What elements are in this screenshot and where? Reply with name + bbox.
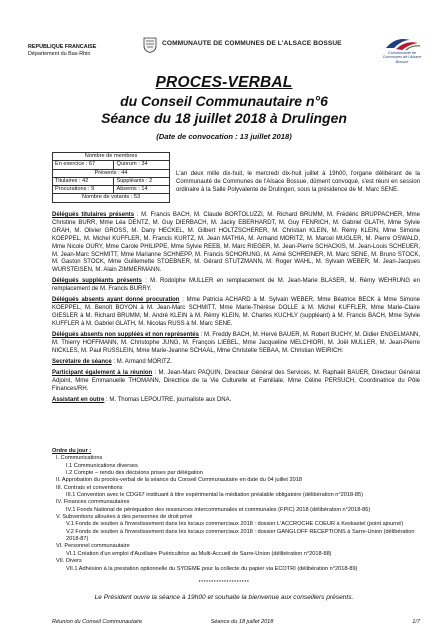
members-absents: Absents : 14 [114,186,170,194]
agenda-item: I. Communications [56,455,103,462]
participant-text: : M. Jean-Marc PAQUIN, Directeur Général des Services, M. Raphaël BAUER, Directeur Général Adjoint, Mme Emmanuelle THOMANN, Directrice de la Vie Culturelle et Familiale, Mme Céline PERSUCH, Coordinatrice du Pôle Finances/RH. [52,369,420,392]
republique-label: REPUBLIQUE FRANCAISE [28,44,97,50]
agenda-item: VII. Divers [56,558,82,565]
titulaires-text: : M. Francis BACH, M. Claude BORTOLUZZI, M. Richard BRUMM, M. Frédéric BRUPPACHER, Mme Christine BURR, Mme Léa DENTZ, M. Guy DIERBACH, M. Jacky EBERHARDT, M. Guy FENRICH, M. Gabriel GLATH, Mme Sylvie GRAH, M. Olivier GROSS, M. Dany HECKEL, M. Gilbert HOLTZSCHERER, M. Christian KLEIN, M. Rémy KLEIN, Mme Simone KOEPPEL, M. Michel KUFFLER, M. Francis KURTZ, M. Jean MATHIA, M. Armand MORITZ, M. Marcel MUGLER, M. Pierre OSWALD, Mme Nicole OURY, Mme Carole PHILIPPE, Mme Sylvie REEB, M. Marc RIEGER, M. Jean-Pierre SCHACKIS, M. Jean-Louis SCHEUER, M. Jean-Marc SCHMITT, Mme Marianne SCHNEPP, M. Francis SCHORUNG, M. Aimé SCHREINER, M. Marc SENE, M. Bruno STOCK, M. Gaston STOCK, Mme Guillemette STOEBNER, M. Gérard STUTZMANN, M. Roger WAHL, M. Sylvain WEBER, M. Jean-Jacques WURSTEISEN, M. Alain ZIMMERMANN. [52,212,420,274]
members-header: Nombre de membres [53,153,170,161]
members-votants: Nombre de votants : 53 [53,194,170,202]
agenda-item: V.1 Fonds de soutien à l'investissement dans les locaux commerciaux 2018 : dossier L'ACCROCHE COEUR à Keskastel (point ajourné) [66,521,404,528]
assistant-text: : M. Thomas LEPOUTRE, journaliste aux DNA. [104,396,232,403]
suppleants-text: : M. Rodolphe MULLER en remplacement de M. Jean-Marie BLASER, M. Rémy WEHRUNG en remplacement de M. Francis BURRY. [52,278,420,293]
absents-text: : M. Freddy BACH, M. Hervé BAUER, M. Robert BUCHY, M. Didier ENGELMANN, M. Thierry HOFFMANN, M. Christophe JUNG, M. François LIEBEL, Mme Jacqueline MELCHIORI, M. Joël MULLER, M. Jean-Pierre NICKLES, M. Paul RUSSLEIN, Mme Marie-Jeanne SCHAAL, Mme Christelle SEBAA, M. Christian WEIRICH. [52,331,420,354]
agenda-item: VII.1 Adhésion à la prestation optionnelle du SYDEME pour la collecte du papier via ECOTRI (délibération n°2018-89) [66,565,358,572]
header-left [28,44,138,58]
members-quorum: Quorum : 34 [114,161,170,169]
agenda [52,448,420,573]
agenda-item: III.1 Convention avec le CDG67 instituant à titre expérimental la médiation préalable obligatoire (délibération n°2018-85) [66,492,364,499]
members-presents: Présents : 44 [53,169,170,177]
members-titulaires: Titulaires : 42 [53,177,114,185]
session-date: Séance du 18 juillet 2018 à Drulingen [101,110,347,126]
members-suppleants: Suppléants : 2 [114,177,170,185]
titulaires-label: Délégués titulaires présents [52,212,135,218]
agenda-item: V. Subventions allouées à des personnes de droit privé [56,514,193,521]
absents-label: Délégués absents non suppléés et non représentés [52,331,199,338]
agenda-item: VI.1 Création d'un emploi d'Auxiliaire Puéricultrice au Multi-Accueil de Sarre-Union (délibération n°2018-88) [66,550,332,557]
council-number: du Conseil Communautaire n°6 [120,93,328,109]
secretaire-paragraph [52,359,420,367]
members-table [52,152,170,203]
procuration-paragraph [52,297,420,329]
closing-line: Le Président ouvre la séance à 19h00 et souhaite la bienvenue aux conseillers présents. [94,594,354,601]
agenda-item: IV.1 Fonds National de péréquation des ressources intercommunales et communales (FPIC) 2018 (délibération n°2018-86) [66,506,371,513]
secretaire-label: Secrétaire de séance [52,358,112,365]
suppleants-label: Délégués suppléants présents [52,278,142,285]
agenda-item: I.2 Compte – rendu des décisions prises par délégation [66,470,203,477]
procuration-label: Délégués absents ayant donné procuration [52,297,180,304]
members-procurations: Procurations : 9 [53,186,114,194]
intro-paragraph: L'an deux mille dix-huit, le mercredi dix-huit juillet à 19h00, l'organe délibérant de la Communauté de Communes de l'Alsace Bossue, dûment convoqué, s'est réuni en session ordinaire à la Salle Polyvalente de Drulingen, sous la présidence de M. Marc SENE. [176,171,420,194]
secretaire-text: : M. Armand MORITZ. [111,358,173,365]
assistant-paragraph [52,397,420,405]
organization-name: COMMUNAUTE DE COMMUNES DE L'ALSACE BOSSUE [162,40,342,47]
agenda-item: II. Approbation du procès-verbal de la séance du Conseil Communautaire en date du 04 juillet 2018 [56,477,302,484]
agenda-item: V.2 Fonds de soutien à l'investissement dans les locaux commerciaux 2018 : dossier GANGLOFF RECEPTIONS à Sarre-Union (délibération 2018-87) [66,528,415,543]
community-emblem-icon [143,37,157,53]
absents-paragraph [52,332,420,356]
assistant-label: Assistant en outre [52,396,105,403]
participant-label: Participant également à la réunion [52,369,153,376]
agenda-item: I.1 Communications diverses [66,462,138,469]
suppleants-paragraph [52,278,420,294]
convocation-date: (Date de convocation : 13 juillet 2018) [156,132,292,141]
departement-label: Département du Bas-Rhin [28,51,91,57]
footer-page-number: 1/7 [412,619,420,625]
attendance-section [52,212,420,408]
participant-paragraph [52,370,420,394]
footer-session: Séance du 18 juillet 2018 [210,619,274,625]
agenda-item: VI. Personnel communautaire [56,543,130,550]
procuration-text: : Mme Patricia ACHARD à M. Sylvain WEBER, Mme Béatrice BECK à Mme Simone KOEPPEL, M. Benoît BOYON à M. Jean-Marc SCHMITT, Mme Marie-Thérèse DOLLE à M. Michel KUFFLER, Mme Marie-Claire GIESLER à M. Richard BRUMM, M. André KLEIN à M. Rémy KLEIN, M. Charles KUCHLY (suppléant) à M. Francis BACH, Mme Sylvie KUFFLER à M. Gabriel GLATH, M. Nicolas RUSS à M. Marc SENE. [52,297,420,327]
community-logo [380,34,424,62]
separator-stars: ******************** [198,580,250,586]
logo-swoosh-icon [380,34,424,52]
agenda-heading: Ordre du jour : [52,448,92,454]
agenda-item: IV. Finances communautaires [56,499,130,506]
document-title: PROCES-VERBAL [155,74,293,91]
agenda-item: III. Contrats et conventions [56,484,123,491]
logo-caption: Communauté de Communes de l'Alsace Bossue [382,51,422,64]
titulaires-paragraph [52,212,420,275]
footer-meeting: Réunion du Conseil Communautaire [52,619,143,625]
members-en-exercice: En exercice : 67 [53,161,114,169]
